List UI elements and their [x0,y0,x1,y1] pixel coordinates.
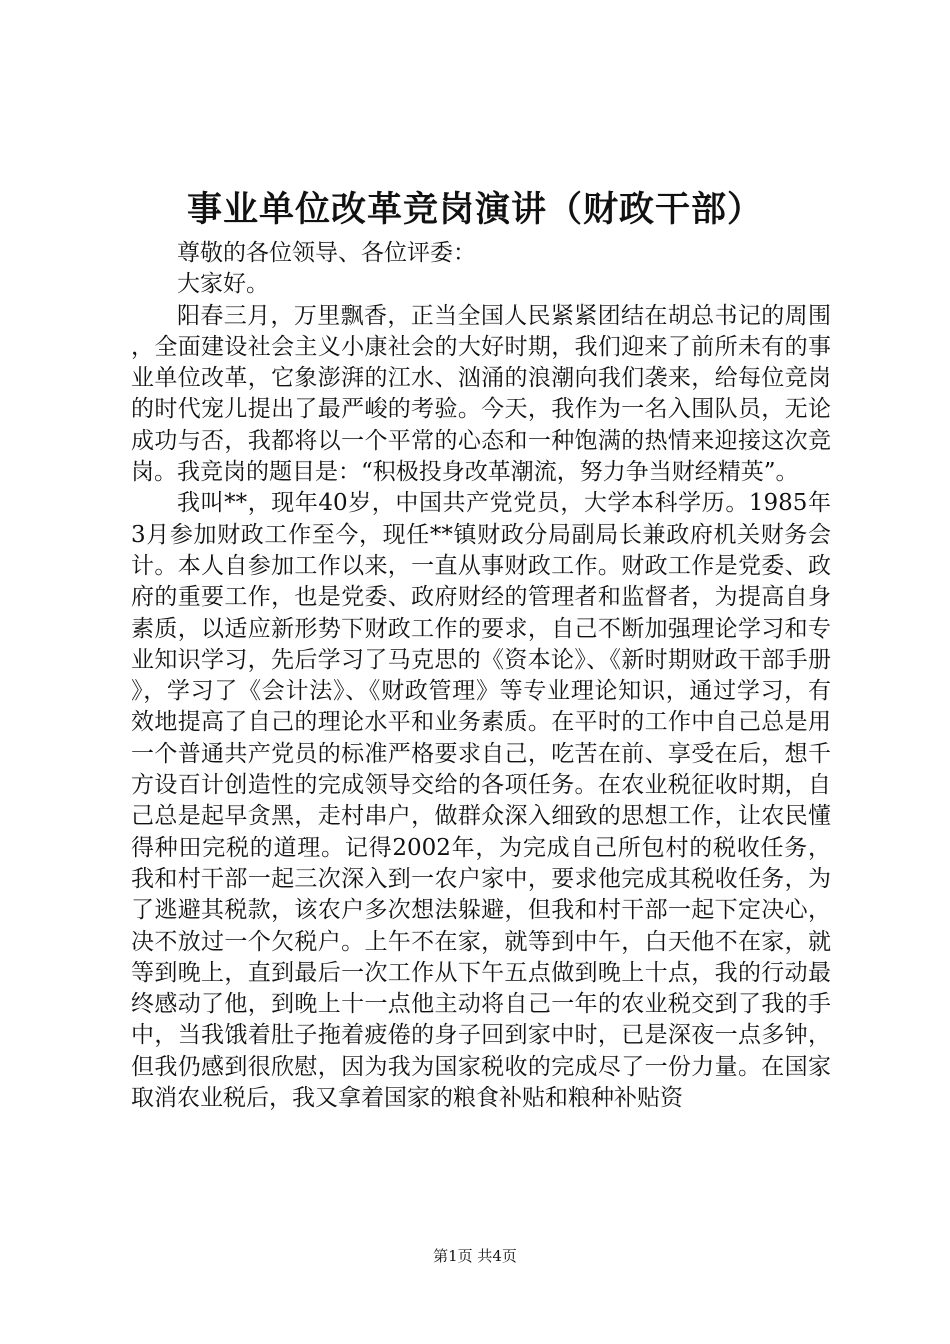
opening-paragraph: 阳春三月，万里飘香，正当全国人民紧紧团结在胡总书记的周围，全面建设社会主义小康社会的大好时期，我们迎来了前所未有的事业单位改革，它象澎湃的江水、汹涌的浪潮向我们袭来，给每位竞岗的时代宠儿提出了最严峻的考验。今天，我作为一名入围队员，无论成功与否，我都将以一个平常的心态和一种饱满的热情来迎接这次竞岗。我竞岗的题目是：“积极投身改革潮流，努力争当财经精英”。 [131,302,831,486]
document-body [131,238,831,1114]
salutation-paragraph: 尊敬的各位领导、各位评委： [177,240,476,266]
self-introduction-paragraph: 我叫**，现年40岁，中国共产党党员，大学本科学历。1985年3月参加财政工作至今，现任**镇财政分局副局长兼政府机关财务会计。本人自参加工作以来，一直从事财政工作。财政工作是党委、政府的重要工作，也是党委、政府财经的管理者和监督者，为提高自身素质，以适应新形势下财政工作的要求，自己不断加强理论学习和专业知识学习，先后学习了马克思的《资本论》、《新时期财政干部手册》，学习了《会计法》、《财政管理》等专业理论知识，通过学习，有效地提高了自己的理论水平和业务素质。在平时的工作中自己总是用一个普通共产党员的标准严格要求自己，吃苦在前、享受在后，想千方设百计创造性的完成领导交给的各项任务。在农业税征收时期，自己总是起早贪黑，走村串户，做群众深入细致的思想工作，让农民懂得种田完税的道理。记得2002年，为完成自己所包村的税收任务，我和村干部一起三次深入到一农户家中，要求他完成其税收任务，为了逃避其税款，该农户多次想法躲避，但我和村干部一起下定决心，决不放过一个欠税户。上午不在家，就等到中午，白天他不在家，就等到晚上，直到最后一次工作从下午五点做到晚上十点，我的行动最终感动了他，到晚上十一点他主动将自己一年的农业税交到了我的手中，当我饿着肚子拖着疲倦的身子回到家中时，已是深夜一点多钟，但我仍感到很欣慰，因为我为国家税收的完成尽了一份力量。在国家取消农业税后，我又拿着国家的粮食补贴和粮种补贴资 [131,490,831,1112]
page-number-footer: 第1页 共4页 [433,1247,517,1265]
document-title: 事业单位改革竞岗演讲（财政干部） [186,189,763,230]
greeting-paragraph: 大家好。 [177,271,269,298]
